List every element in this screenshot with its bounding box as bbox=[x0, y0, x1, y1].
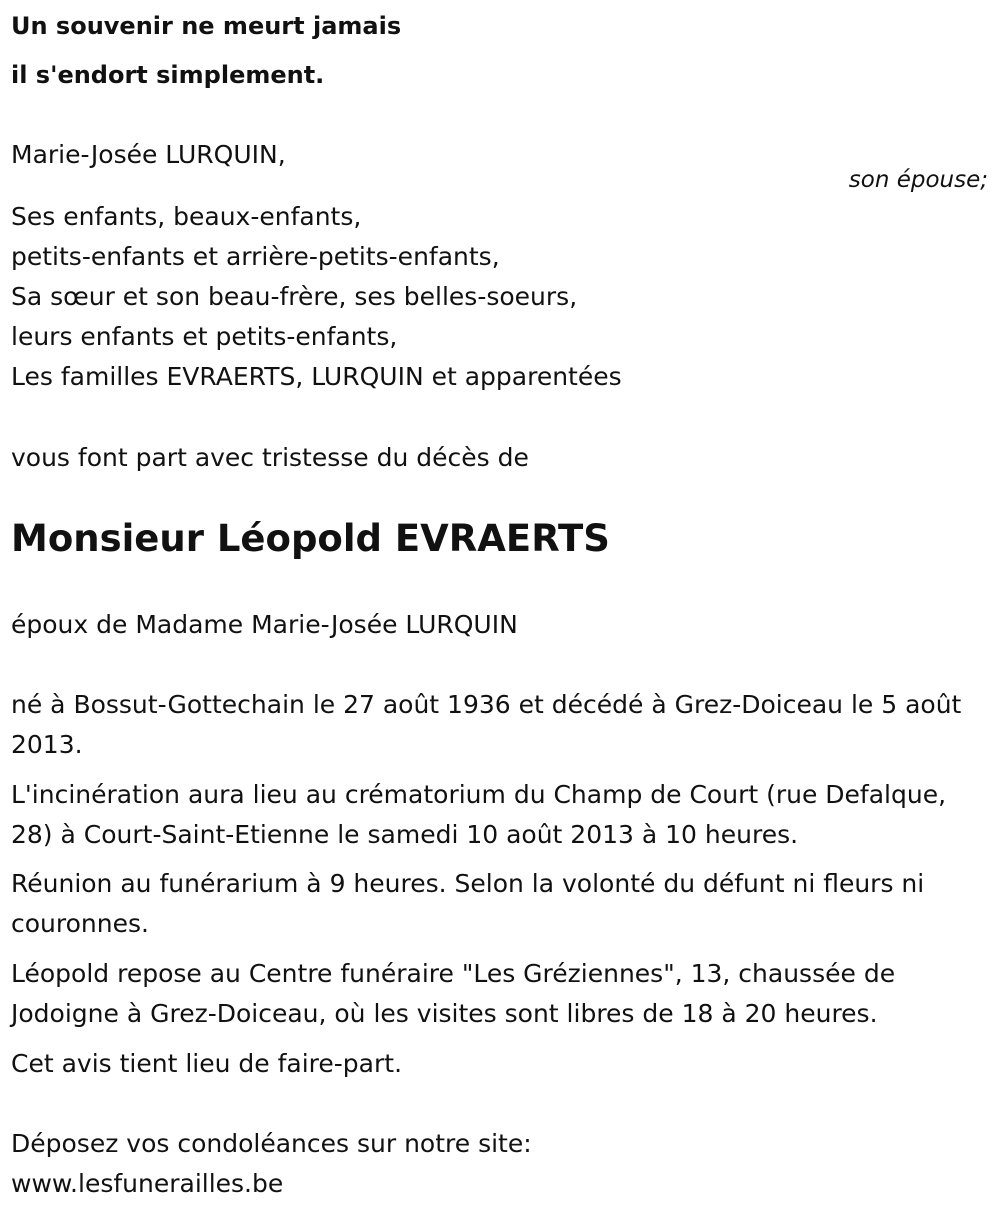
family-line: Sa sœur et son beau-frère, ses belles-soeurs, bbox=[11, 282, 578, 311]
birth-death-text: né à Bossut-Gottechain le 27 août 1936 et décédé à Grez-Doiceau le 5 août 2013. bbox=[11, 690, 962, 759]
gathering-text: Réunion au funérarium à 9 heures. Selon la volonté du défunt ni fleurs ni couronnes. bbox=[11, 869, 925, 938]
family-line: petits-enfants et arrière-petits-enfants, bbox=[11, 242, 500, 271]
announcement-text: vous font part avec tristesse du décès de bbox=[11, 443, 529, 472]
spouse-name: Marie-Josée LURQUIN, bbox=[11, 140, 286, 169]
notice-text: Cet avis tient lieu de faire-part. bbox=[11, 1049, 403, 1078]
family-line: leurs enfants et petits-enfants, bbox=[11, 322, 398, 351]
cremation-text: L'incinération aura lieu au crématorium du Champ de Court (rue Defalque, 28) à Court-Saint-Etienne le samedi 10 août 2013 à 10 heures. bbox=[11, 780, 947, 849]
condolences-label: Déposez vos condoléances sur notre site: bbox=[11, 1129, 532, 1158]
quote-line-1: Un souvenir ne meurt jamais bbox=[11, 12, 402, 40]
deceased-relation: époux de Madame Marie-Josée LURQUIN bbox=[11, 610, 518, 639]
quote-line-2: il s'endort simplement. bbox=[11, 61, 325, 89]
deceased-name: Monsieur Léopold EVRAERTS bbox=[11, 517, 610, 560]
spouse-role: son épouse; bbox=[848, 167, 988, 193]
viewing-text: Léopold repose au Centre funéraire "Les Gréziennes", 13, chaussée de Jodoigne à Grez-Doiceau, où les visites sont libres de 18 à 20 heures. bbox=[11, 959, 896, 1028]
family-line: Les familles EVRAERTS, LURQUIN et apparentées bbox=[11, 362, 622, 391]
family-line: Ses enfants, beaux-enfants, bbox=[11, 202, 362, 231]
condolences-link[interactable]: www.lesfunerailles.be bbox=[11, 1169, 284, 1198]
